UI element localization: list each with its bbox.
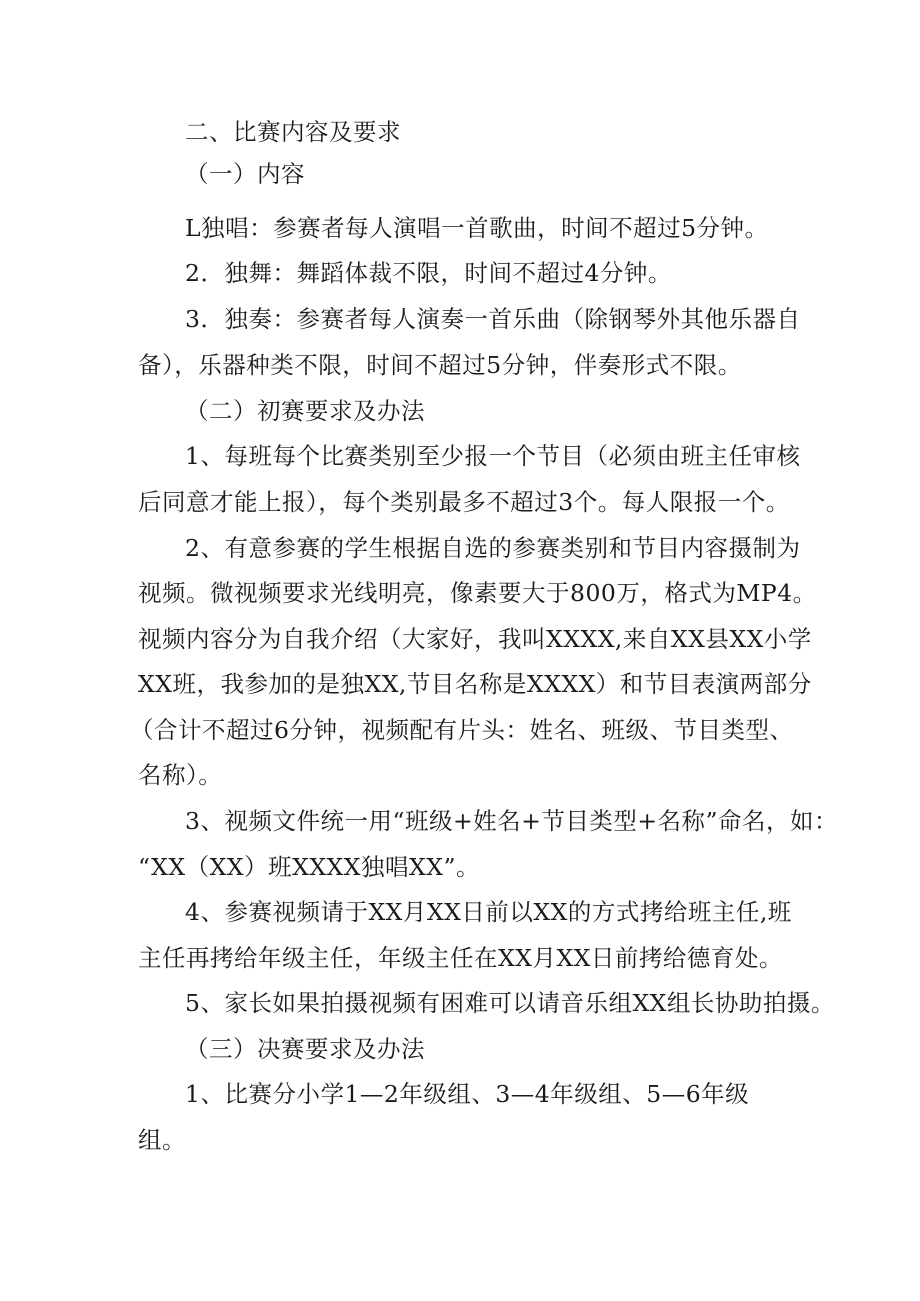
subsection-heading: （三）决赛要求及办法: [185, 1035, 425, 1063]
paragraph-line: 3、视频文件统一用“班级+姓名+节目类型+名称”命名，如：: [185, 807, 839, 835]
paragraph-line: 4、参赛视频请于XX月XX日前以XX的方式拷给班主任,班: [185, 898, 792, 926]
paragraph-line: 主任再拷给年级主任，年级主任在XX月XX日前拷给德育处。: [138, 944, 783, 972]
paragraph-line: 视频。微视频要求光线明亮，像素要大于800万，格式为MP4。: [138, 579, 817, 607]
paragraph-line: 名称）。: [138, 761, 223, 789]
paragraph-line: “XX（XX）班XXXX独唱XX”。: [138, 853, 480, 881]
paragraph-line: 1、比赛分小学1—2年级组、3—4年级组、5—6年级: [185, 1080, 750, 1108]
paragraph-line: L独唱：参赛者每人演唱一首歌曲，时间不超过5分钟。: [185, 214, 769, 242]
paragraph-line: 后同意才能上报），每个类别最多不超过3个。每人限报一个。: [138, 488, 790, 516]
section-heading: 二、比赛内容及要求: [185, 118, 401, 146]
subsection-heading: （一）内容: [185, 160, 305, 188]
subsection-heading: （二）初赛要求及办法: [185, 397, 425, 425]
paragraph-line: 3．独奏：参赛者每人演奏一首乐曲（除钢琴外其他乐器自: [185, 305, 801, 333]
paragraph-line: 组。: [138, 1126, 186, 1154]
paragraph-line: 2．独舞：舞蹈体裁不限，时间不超过4分钟。: [185, 259, 672, 287]
paragraph-line: 2、有意参赛的学生根据自选的参赛类别和节目内容摄制为: [185, 534, 801, 562]
paragraph-line: （合计不超过6分钟，视频配有片头：姓名、班级、节目类型、: [130, 716, 794, 744]
paragraph-line: XX班，我参加的是独XX,节目名称是XXXX）和节目表演两部分: [138, 670, 812, 698]
paragraph-line: 备），乐器种类不限，时间不超过5分钟，伴奏形式不限。: [138, 351, 742, 379]
paragraph-line: 5、家长如果拍摄视频有困难可以请音乐组XX组长协助拍摄。: [185, 989, 835, 1017]
paragraph-line: 1、每班每个比赛类别至少报一个节目（必须由班主任审核: [185, 442, 801, 470]
paragraph-line: 视频内容分为自我介绍（大家好，我叫XXXX,来自XX县XX小学: [138, 625, 812, 653]
